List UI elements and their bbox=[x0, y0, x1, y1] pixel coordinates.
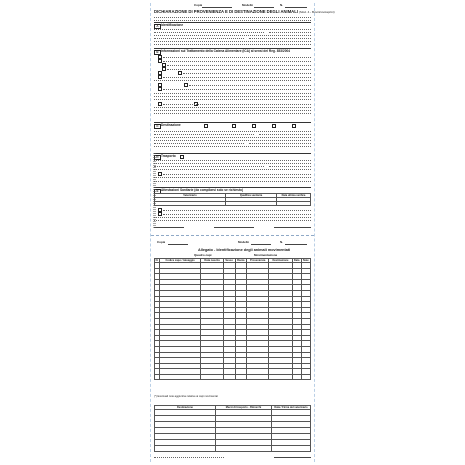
quadro-capi-label: Quadro capi bbox=[194, 254, 212, 257]
annex-column-header: Provenienza bbox=[247, 259, 269, 263]
section-d bbox=[154, 153, 311, 159]
section-d-number: D bbox=[154, 155, 161, 161]
table-cell[interactable] bbox=[159, 374, 200, 380]
section-e-number: E bbox=[154, 189, 161, 195]
column-header-veterinarian: Veterinario bbox=[155, 194, 226, 198]
annex-footer-note: (*) Eventuali note aggiuntive relative ai capi movimentati bbox=[154, 395, 219, 398]
section-a-number: A bbox=[154, 24, 161, 30]
section-a bbox=[154, 22, 311, 28]
modello-label: Modello bbox=[242, 4, 254, 7]
section-a-label: Identificazione bbox=[161, 23, 184, 28]
annex-column-header: Razza bbox=[235, 259, 246, 263]
column-header-last-check: Data ultima verifica bbox=[277, 194, 311, 198]
form-title-suffix: (Mod. 4 - Bovini/ovicaprini) bbox=[299, 10, 335, 14]
form-title-text: DICHIARAZIONE DI PROVENIENZA E DI DESTINAZIONE DEGLI ANIMALI bbox=[154, 9, 298, 14]
checkbox[interactable] bbox=[158, 75, 162, 79]
form-sheet bbox=[150, 3, 335, 462]
section-c-number: C bbox=[154, 124, 161, 130]
declaration-part bbox=[154, 3, 335, 233]
checkbox[interactable] bbox=[232, 124, 236, 128]
annex-column-header: Data bbox=[293, 259, 300, 262]
cut-line bbox=[151, 235, 314, 236]
section-c bbox=[154, 122, 311, 128]
checkbox[interactable] bbox=[204, 124, 208, 128]
table-cell[interactable] bbox=[223, 374, 235, 380]
annex-number-label: N. bbox=[280, 241, 283, 244]
checkbox[interactable] bbox=[158, 172, 162, 176]
column-header-qualification: Qualifica sanitaria bbox=[226, 194, 277, 198]
annex-column-header: Sesso bbox=[223, 259, 235, 263]
checkbox[interactable] bbox=[158, 102, 162, 106]
annex-column-header: Note bbox=[302, 259, 309, 262]
checkbox[interactable] bbox=[162, 67, 166, 71]
section-d-label: Trasporto bbox=[161, 154, 176, 159]
checkbox[interactable] bbox=[158, 212, 162, 216]
annex-copia-label: Copia bbox=[157, 241, 166, 244]
transport-header-signature: Data / Firma del veterinario bbox=[272, 406, 311, 410]
animals-table bbox=[154, 258, 311, 380]
table-cell[interactable] bbox=[269, 374, 292, 380]
annex-part bbox=[154, 239, 311, 461]
checkbox[interactable] bbox=[158, 87, 162, 91]
section-e-label: Attestazioni Sanitarie (da compilarsi solo se richiesto) bbox=[161, 188, 244, 193]
table-cell[interactable] bbox=[247, 374, 269, 380]
checkbox[interactable] bbox=[292, 124, 296, 128]
section-b bbox=[154, 48, 311, 54]
checkbox[interactable] bbox=[252, 124, 256, 128]
section-c-label: Destinazione bbox=[161, 123, 181, 128]
transport-header-vehicles: Mezzi di trasporto - Rimorchi bbox=[216, 406, 272, 410]
number-label: N. bbox=[280, 4, 283, 7]
checkbox[interactable] bbox=[178, 71, 182, 75]
movimentazione-label: Movimentazione bbox=[254, 254, 278, 257]
side-bar-marker bbox=[153, 153, 156, 228]
checkbox[interactable] bbox=[180, 155, 184, 159]
transport-header-destination: Destinazione bbox=[155, 406, 216, 410]
table-row bbox=[155, 374, 311, 380]
table-cell[interactable] bbox=[301, 374, 310, 380]
transport-table bbox=[154, 405, 311, 452]
table-cell[interactable] bbox=[235, 374, 246, 380]
checkbox[interactable] bbox=[272, 124, 276, 128]
table-cell[interactable] bbox=[292, 374, 301, 380]
section-b-number: B bbox=[154, 50, 161, 56]
copia-label: Copia bbox=[194, 4, 203, 7]
annex-column-header: Codice capo / tatuaggio bbox=[159, 259, 200, 263]
form-title bbox=[154, 9, 335, 15]
checkbox[interactable] bbox=[184, 83, 188, 87]
annex-title: Allegato - Identificazione degli animali movimentati bbox=[198, 248, 291, 252]
annex-column-header: Data nascita bbox=[201, 259, 223, 263]
health-attestation-table bbox=[154, 193, 311, 206]
annex-column-header: N. bbox=[155, 259, 159, 262]
section-b-label: Informazioni sul Trattamento della Catena Alimentare (ICA) ai sensi del Reg. 853/2004 bbox=[161, 49, 291, 54]
table-cell[interactable] bbox=[201, 374, 223, 380]
annex-modello-label: Modello bbox=[238, 241, 250, 244]
annex-column-header: Destinazione bbox=[269, 259, 292, 263]
